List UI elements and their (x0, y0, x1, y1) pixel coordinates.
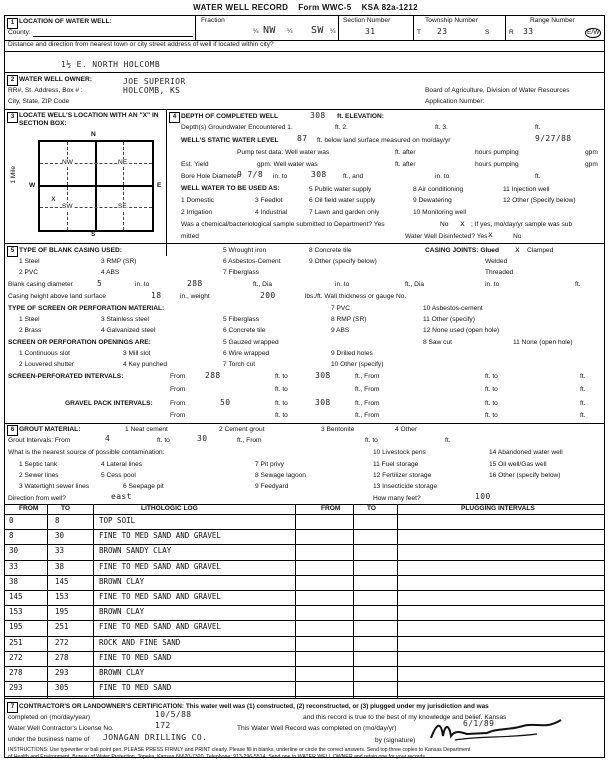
perf-ft: ft., From (355, 373, 380, 380)
bore-label: Bore Hole Diameter (181, 173, 239, 180)
pump-c: gpm (585, 149, 598, 156)
est-label: Est. Yield (181, 161, 209, 168)
log-from: 251 (9, 637, 23, 647)
use-dewatering: 9 Dewatering (413, 197, 452, 204)
height-value: 18 (151, 291, 162, 300)
log-description: FINE TO MED SAND AND GRAVEL (99, 622, 221, 632)
howmany-value: 100 (475, 492, 491, 501)
casing-abs: 4 ABS (101, 269, 120, 276)
contam-oil: 15 Oil well/Gas well (489, 461, 547, 468)
log-row (5, 681, 604, 697)
log-description: BROWN CLAY (99, 607, 145, 617)
height-label: Casing height above land surface (8, 293, 106, 300)
screen-other: 11 Other (specify) (423, 316, 475, 323)
open-gauzed: 5 Gauzed wrapped (223, 339, 279, 346)
form-header (4, 3, 607, 12)
cert-license-value: 172 (155, 721, 171, 730)
range-ew: E/W (587, 29, 600, 36)
diameter-to: 288 (187, 279, 203, 288)
diameter-ft2: ft., Dia (405, 281, 425, 288)
distance-label: Distance and direction from nearest town or city street address of well if located within city? (8, 41, 274, 48)
township-s: S (485, 29, 490, 36)
contam-fuel: 11 Fuel storage (373, 461, 419, 468)
perf-to2: ft. to (485, 373, 498, 380)
pump-a: ft. after (395, 149, 416, 156)
log-to: 153 (55, 592, 69, 601)
township-value: 23 (437, 27, 448, 36)
casing-concrete: 8 Concrete tile (309, 247, 352, 254)
ksa-reference: KSA 82a-1212 (361, 3, 418, 12)
contam-cess: 5 Cess pool (101, 472, 136, 479)
use-other: 12 Other (Specify below) (503, 197, 576, 204)
grout-to2: ft. to (365, 437, 378, 444)
contam-pit: 7 Pit privy (255, 461, 284, 468)
open-key: 4 Key punched (123, 361, 167, 368)
bore-value: 9 7/8 (237, 170, 264, 179)
groundwater-label: Depth(s) Groundwater Encountered 1. (181, 124, 293, 131)
howmany-label: How many feet? (373, 495, 421, 502)
east-label: E (157, 182, 162, 189)
casing-label: TYPE OF BLANK CASING USED: (19, 247, 122, 254)
sw-quad: SW (62, 203, 73, 210)
instructions-line-1: INSTRUCTIONS: Use typewriter or ball point pen. PLEASE PRESS FIRMLY and PRINT clearly. Please fill in blanks, underline or circle the correct answers. Send top three copies to Kansas Department (8, 747, 471, 753)
perf-to-row2: ft. to (275, 386, 288, 393)
open-other: 10 Other (specify) (331, 361, 384, 368)
log-description: FINE TO MED SAND (99, 652, 172, 662)
bore-to: 308 (311, 170, 327, 179)
application-label: Application Number: (425, 98, 485, 105)
log-to: 33 (55, 546, 65, 556)
screen-abs: 9 ABS (331, 327, 350, 334)
log-description: BROWN CLAY (99, 576, 145, 586)
cert-business-label: under the business name of (8, 736, 90, 743)
diameter-ft: ft., Dia (253, 281, 273, 288)
se-quad: SE (118, 203, 127, 210)
log-row (5, 529, 604, 545)
location-label: LOCATION OF WATER WELL: (19, 18, 112, 25)
log-from: 33 (9, 561, 19, 571)
joints-label: CASING JOINTS: Glued (425, 247, 500, 254)
log-description: FINE TO MED SAND (99, 683, 172, 693)
cert-line-1: CONTRACTOR'S OR LANDOWNER'S CERTIFICATION: This water well was (1) constructed, (2) reconstructed, or (3) plugged under my jurisdiction and was (19, 703, 489, 710)
perf-from-row2: From (170, 386, 186, 393)
township-label: Township Number (425, 17, 478, 24)
diameter-ft3: ft. (575, 281, 581, 288)
use-oil: 6 Oil field water supply (309, 197, 376, 204)
log-description: FINE TO MED SAND AND GRAVEL (99, 531, 221, 541)
diameter-in2: in. to (335, 281, 350, 288)
instructions-line-2: of Health and Environment, Bureau of Water Protection, Topeka, Kansas 66620-7320. Telephone: 913-296-5514. Send one to WATER WELL OWNER and retain one for your records. (8, 754, 427, 760)
lithologic-log-table (5, 504, 604, 698)
log-header-from: FROM (19, 505, 39, 512)
open-none: 11 None (open hole) (513, 339, 573, 346)
casing-pvc: 2 PVC (19, 269, 39, 276)
distance-value: 1½ E. NORTH HOLCOMB (61, 60, 161, 69)
log-from: 272 (9, 652, 23, 662)
log-row (5, 605, 604, 621)
use-air: 8 Air conditioning (413, 186, 464, 193)
log-row (5, 560, 604, 576)
contam-label: What is the nearest source of possible contamination: (8, 449, 165, 456)
contam-abandoned: 14 Abandoned water well (489, 449, 563, 456)
screen-none: 12 None used (open hole) (423, 327, 500, 334)
contam-insecticide: 13 Insecticide storage (373, 483, 438, 490)
grout-cement: 2 Cement grout (219, 426, 265, 433)
diameter-label: Blank casing diameter (8, 281, 73, 288)
nw-quad: NW (62, 159, 73, 166)
grout-from-value: 4 (105, 434, 111, 443)
grout-ft3: ft. (445, 437, 451, 444)
log-header-to: TO (61, 505, 71, 512)
gravel-to-value: 308 (315, 398, 331, 407)
owner-value: JOE SUPERIOR (123, 77, 186, 86)
use-feedlot: 3 Feedlot (255, 197, 283, 204)
log-description: BROWN SANDY CLAY (99, 546, 172, 556)
static-label: WELL'S STATIC WATER LEVEL (181, 137, 279, 144)
south-label: S (91, 231, 96, 238)
contam-lagoon: 8 Sewage lagoon (255, 472, 306, 479)
well-mark: x (51, 194, 57, 203)
chem-label: Was a chemical/bacteriological sample submitted to Department? Yes (181, 221, 385, 228)
log-to: 8 (55, 516, 60, 525)
gravel-ft2: ft. (580, 400, 586, 407)
section-grid (38, 140, 154, 232)
use-monitoring: 10 Monitoring well (413, 209, 467, 216)
gravel-to2-row2: ft. to (485, 412, 498, 419)
perf-ft2-row2: ft. (580, 386, 586, 393)
weight-unit: lbs./ft. Wall thickness or gauge No. (305, 293, 407, 300)
perf-from-value: 288 (205, 371, 221, 380)
contam-other: 16 Other (specify below) (489, 472, 561, 479)
depth-unit: ft. ELEVATION: (337, 113, 385, 120)
screen-galvanized: 4 Galvanized steel (101, 327, 156, 334)
screen-brass: 2 Brass (19, 327, 42, 334)
disinfected-no: No (513, 233, 522, 240)
log-row (5, 544, 604, 560)
gravel-to2: ft. to (485, 400, 498, 407)
joints-welded: Welded (485, 258, 508, 265)
mitted-label: mitted (181, 233, 199, 240)
log-to: 278 (55, 652, 69, 662)
diameter-value: 5 (97, 279, 103, 288)
log-to: 272 (55, 637, 69, 647)
depth-label: DEPTH OF COMPLETED WELL (181, 113, 279, 120)
cert-completed-label: completed on (mo/day/year) (8, 714, 91, 721)
gravel-to-row2: ft. to (275, 412, 288, 419)
chem-mark: x (460, 219, 466, 228)
cert-signature-label: by (signature) (375, 737, 416, 744)
disinfected-mark: x (488, 230, 494, 239)
section-number-5: 5 (7, 246, 18, 257)
open-mill: 3 Mill slot (123, 350, 151, 357)
open-continuous: 1 Continuous slot (19, 350, 70, 357)
joints-clamped: Clamped (527, 247, 554, 254)
grout-neat: 1 Neat cement (125, 426, 168, 433)
est-d: gpm (585, 161, 598, 168)
joints-mark: x (515, 245, 521, 254)
use-domestic: 1 Domestic (181, 197, 214, 204)
casing-fiberglass: 7 Fiberglass (223, 269, 259, 276)
cert-line-2b: and this record is true to the best of my knowledge and belief. Kansas (303, 714, 507, 721)
log-description: FINE TO MED SAND AND GRAVEL (99, 561, 221, 571)
log-row (5, 620, 604, 636)
log-header-from-2: FROM (321, 505, 341, 512)
log-from: 293 (9, 683, 23, 693)
form-body (4, 15, 605, 758)
log-from: 278 (9, 668, 23, 677)
log-to: 145 (55, 576, 69, 586)
log-from: 145 (9, 592, 23, 601)
bore-in: in. to (273, 173, 288, 180)
weight-value: 200 (260, 291, 276, 300)
screen-pvc: 7 PVC (331, 305, 351, 312)
bore-ft2: ft. (535, 173, 541, 180)
perf-ft2: ft. (580, 373, 586, 380)
log-row (5, 514, 604, 530)
depth-value: 308 (310, 111, 326, 120)
est-c: hours pumping (475, 161, 519, 168)
cert-completed-value: 10/5/88 (155, 710, 192, 719)
static-value: 87 (297, 134, 308, 143)
gravel-ft2-row2: ft. (580, 412, 586, 419)
screen-concrete: 6 Concrete tile (223, 327, 266, 334)
west-label: W (29, 182, 36, 189)
est-a: gpm: Well water was (257, 161, 318, 168)
chem-after: ; If yes, mo/day/yr sample was sub (471, 221, 573, 228)
casing-other: 9 Other (specify below) (309, 258, 377, 265)
fraction-label: Fraction (201, 17, 225, 24)
casing-wrought: 5 Wrought iron (223, 247, 267, 254)
bore-ft: ft., and (343, 173, 364, 180)
grout-bentonite: 3 Bentonite (321, 426, 355, 433)
direction-value: east (111, 492, 132, 501)
grout-other: 4 Other (395, 426, 417, 433)
log-to: 38 (55, 561, 65, 571)
log-from: 30 (9, 546, 19, 556)
gravel-from: From (170, 400, 186, 407)
pump-label: Pump test data: Well water was (237, 149, 330, 156)
open-sawcut: 8 Saw cut (423, 339, 452, 346)
log-from: 153 (9, 607, 23, 617)
city-label: City, State, ZIP Code (8, 98, 70, 105)
cert-license-label: Water Well Contractor's License No. (8, 725, 114, 732)
mile-label: 1 Mile (10, 166, 17, 184)
gravel-from-row2: From (170, 412, 186, 419)
water-well-record-page (4, 3, 607, 763)
perforated-label: SCREEN-PERFORATED INTERVALS: (8, 373, 124, 380)
contam-livestock: 10 Livestock pens (373, 449, 426, 456)
address-label: RR#, St. Address, Box # : (8, 87, 83, 94)
log-from: 8 (9, 531, 14, 541)
log-description: ROCK AND FINE SAND (99, 637, 181, 647)
open-drilled: 9 Drilled holes (331, 350, 373, 357)
casing-asbestos: 6 Asbestos-Cement (223, 258, 281, 265)
gravel-ft-row2: ft., From (355, 412, 380, 419)
section-number-3: 3 (7, 112, 18, 123)
use-label: WELL WATER TO BE USED AS: (181, 185, 280, 192)
screen-asbestos: 10 Asbestos-cement (423, 305, 483, 312)
log-to: 305 (55, 683, 69, 693)
use-lawn: 7 Lawn and garden only (309, 209, 380, 216)
section-number-2: 2 (7, 75, 18, 86)
cert-business-value: JONAGAN DRILLING CO. (103, 733, 208, 742)
joints-threaded: Threaded (485, 269, 514, 276)
openings-label: SCREEN OR PERFORATION OPENINGS ARE: (8, 339, 151, 346)
fraction-3: ¼ (330, 28, 336, 35)
log-description: FINE TO MED SAND AND GRAVEL (99, 592, 221, 601)
perf-to2-row2: ft. to (485, 386, 498, 393)
pump-b: hours pumping (475, 149, 519, 156)
grout-to-value: 30 (197, 434, 208, 443)
grout-ft2: ft., From (237, 437, 262, 444)
section-number-label: Section Number (343, 17, 391, 24)
form-title: WATER WELL RECORD (193, 3, 289, 12)
grout-label: GROUT MATERIAL: (19, 426, 81, 433)
section-number-1: 1 (7, 18, 18, 29)
range-label: Range Number (530, 17, 575, 24)
log-to: 293 (55, 668, 69, 677)
chem-no: No (440, 221, 449, 228)
contam-seepage: 6 Seepage pit (123, 483, 164, 490)
gravel-label: GRAVEL PACK INTERVALS: (65, 400, 153, 407)
fraction-2: ¼ (287, 28, 293, 35)
use-public: 5 Public water supply (309, 186, 372, 193)
use-industrial: 4 Industrial (255, 209, 288, 216)
log-row (5, 666, 604, 682)
gravel-from-value: 50 (220, 398, 231, 407)
address-value: HOLCOMB, KS (123, 86, 181, 95)
section-number-value: 31 (365, 27, 376, 36)
screen-rmp: 8 RMP (SR) (331, 316, 367, 323)
section-number-6: 6 (7, 425, 18, 436)
log-description: TOP SOIL (99, 516, 136, 525)
gw-3: ft. 3. (435, 124, 448, 131)
grout-intervals-label: Grout Intervals: From (8, 437, 71, 444)
perf-ft-row2: ft., From (355, 386, 380, 393)
gravel-to: ft. to (275, 400, 288, 407)
screen-steel: 1 Steel (19, 316, 40, 323)
contam-watertight: 3 Watertight sewer lines (19, 483, 90, 490)
perf-to: ft. to (275, 373, 288, 380)
cert-record-date: 6/1/89 (463, 719, 495, 728)
log-to: 195 (55, 607, 69, 617)
contam-fertilizer: 12 Fertilizer storage (373, 472, 432, 479)
log-from: 195 (9, 622, 23, 632)
ne-quad: NE (118, 159, 128, 166)
log-header-plugging: PLUGGING INTERVALS (461, 505, 535, 512)
cert-record-label: This Water Well Record was completed on (mo/day/yr) (237, 725, 397, 732)
static-mid: ft. below land surface measured on mo/day/yr (317, 137, 451, 144)
log-from: 38 (9, 576, 19, 586)
locate-label: LOCATE WELL'S LOCATION WITH AN "X" IN SECTION BOX: (19, 112, 159, 127)
log-row (5, 575, 604, 591)
gw-2: ft. 2. (335, 124, 348, 131)
log-from: 0 (9, 516, 14, 525)
est-b: ft. after (395, 161, 416, 168)
open-louvered: 2 Louvered shutter (19, 361, 74, 368)
form-number: Form WWC-5 (298, 3, 352, 12)
perf-from: From (170, 373, 186, 380)
range-r: R (509, 29, 514, 36)
log-row (5, 590, 604, 606)
board-label: Board of Agriculture, Division of Water Resources (425, 87, 570, 94)
use-irrigation: 2 Irrigation (181, 209, 213, 216)
log-row (5, 651, 604, 667)
contam-feedyard: 9 Feedyard (255, 483, 289, 490)
use-injection: 11 Injection well (503, 186, 550, 193)
log-header-lithologic: LITHOLOGIC LOG (141, 505, 198, 512)
section-location (5, 16, 604, 52)
range-value: 33 (523, 27, 534, 36)
direction-label: Direction from well? (8, 495, 66, 502)
static-date: 9/27/88 (535, 134, 572, 143)
contam-sewer: 2 Sewer lines (19, 472, 59, 479)
grout-ft: ft. to (157, 437, 170, 444)
casing-rmp: 3 RMP (SR) (101, 258, 137, 265)
section-number-4: 4 (169, 112, 180, 123)
log-description: BROWN CLAY (99, 668, 145, 677)
fraction-2-value: SW (311, 25, 324, 36)
diameter-in3: in. to (485, 281, 500, 288)
log-row (5, 636, 604, 652)
log-to: 30 (55, 531, 65, 541)
county-label: County: (8, 29, 31, 36)
disinfected-label: Water Well Disinfected? Yes (405, 233, 488, 240)
open-torch: 7 Torch cut (223, 361, 256, 368)
height-in: in., weight (180, 293, 210, 300)
contam-septic: 1 Septic tank (19, 461, 58, 468)
owner-label: WATER WELL OWNER: (19, 76, 93, 83)
north-label: N (91, 131, 96, 138)
diameter-in: in. to (135, 281, 150, 288)
section-number-7: 7 (7, 702, 18, 713)
log-header-to-2: TO (367, 505, 377, 512)
contam-lateral: 4 Lateral lines (101, 461, 143, 468)
screen-stainless: 3 Stainless steel (101, 316, 150, 323)
screen-fiberglass: 5 Fiberglass (223, 316, 259, 323)
bore-in2: in. to (435, 173, 450, 180)
casing-steel: 1 Steel (19, 258, 40, 265)
contractor-signature (427, 716, 567, 746)
log-to: 251 (55, 622, 69, 632)
perf-to-value: 308 (315, 371, 331, 380)
fraction-1: ¼ (253, 28, 259, 35)
screen-label: TYPE OF SCREEN OR PERFORATION MATERIAL: (8, 305, 165, 312)
township-t: T (417, 29, 422, 36)
gw-4: ft. (535, 124, 541, 131)
gravel-ft: ft., From (355, 400, 380, 407)
open-wire: 6 Wire wrapped (223, 350, 270, 357)
fraction-1-value: NW (263, 25, 276, 36)
